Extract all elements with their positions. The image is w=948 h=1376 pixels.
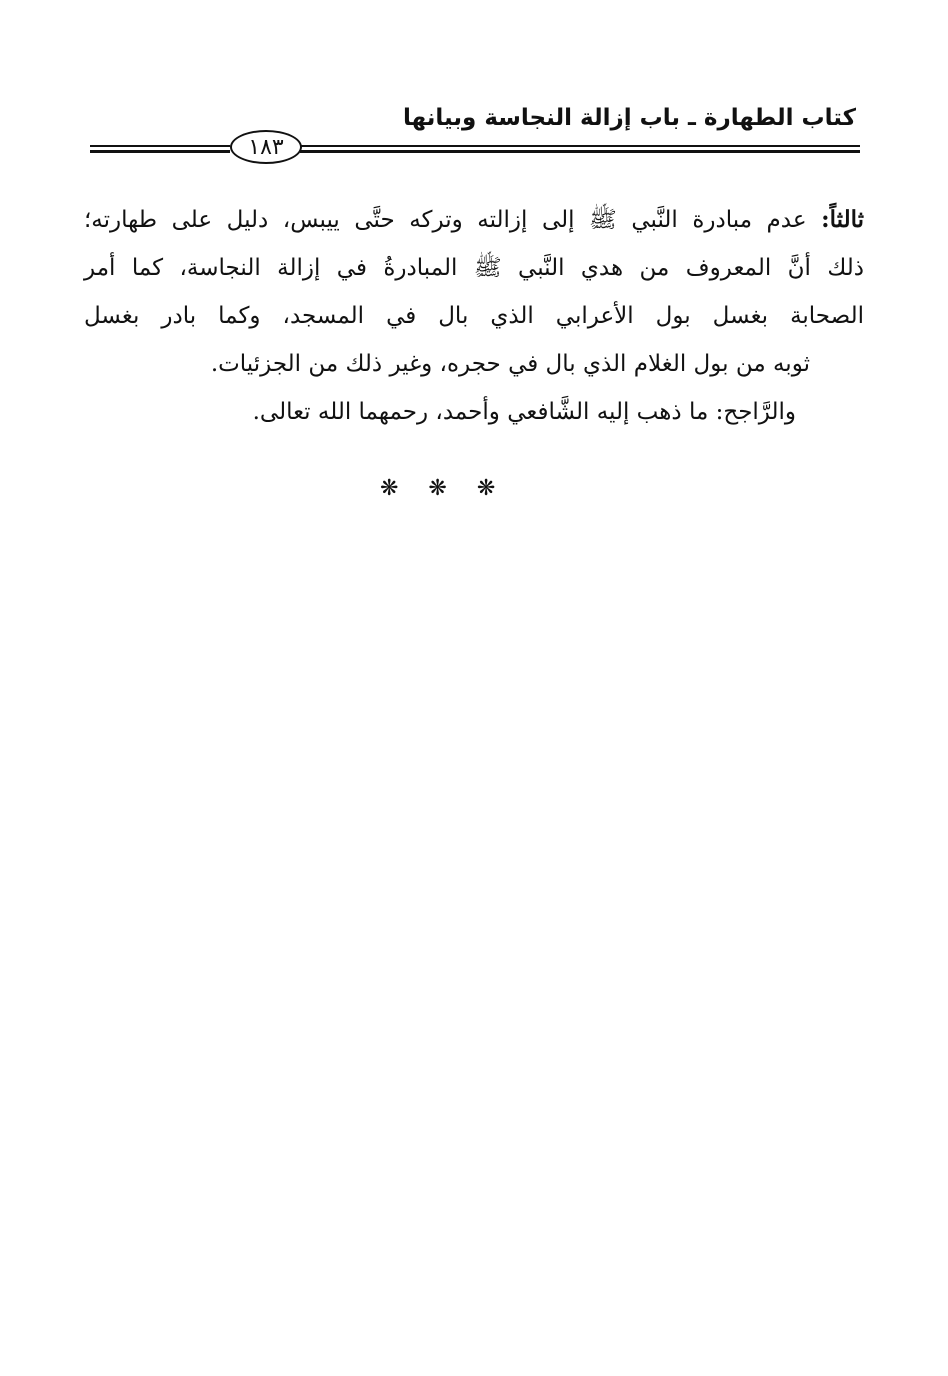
main-text bbox=[84, 196, 864, 436]
rule-line-right-bottom bbox=[300, 150, 860, 153]
text-line-1-rest: عدم مبادرة النَّبي ﷺ إلى إزالته وتركه حتَّى ييبس، دليل على طهارته؛ bbox=[84, 207, 822, 233]
text-line-1 bbox=[84, 196, 864, 244]
text-line-2: ذلك أنَّ المعروف من هدي النَّبي ﷺ المبادرةُ في إزالة النجاسة، كما أمر bbox=[84, 255, 864, 281]
rule-line-left-top bbox=[90, 145, 230, 147]
conclusion-line: والرَّاجح: ما ذهب إليه الشَّافعي وأحمد، رحمهما الله تعالى. bbox=[252, 399, 796, 425]
page-number: ١٨٣ bbox=[230, 130, 302, 164]
rule-line-right-top bbox=[300, 145, 860, 147]
text-line-3: الصحابة بغسل بول الأعرابي الذي بال في المسجد، وكما بادر بغسل bbox=[84, 303, 864, 329]
section-separator: ❋❋❋ bbox=[380, 476, 526, 501]
running-header-title: كتاب الطهارة ـ باب إزالة النجاسة وبيانها bbox=[402, 105, 856, 131]
paragraph-lead: ثالثاً: bbox=[821, 206, 864, 233]
rule-line-left-bottom bbox=[90, 150, 230, 153]
text-line-4: ثوبه من بول الغلام الذي بال في حجره، وغير ذلك من الجزئيات. bbox=[210, 351, 810, 377]
header-rule bbox=[90, 135, 860, 163]
